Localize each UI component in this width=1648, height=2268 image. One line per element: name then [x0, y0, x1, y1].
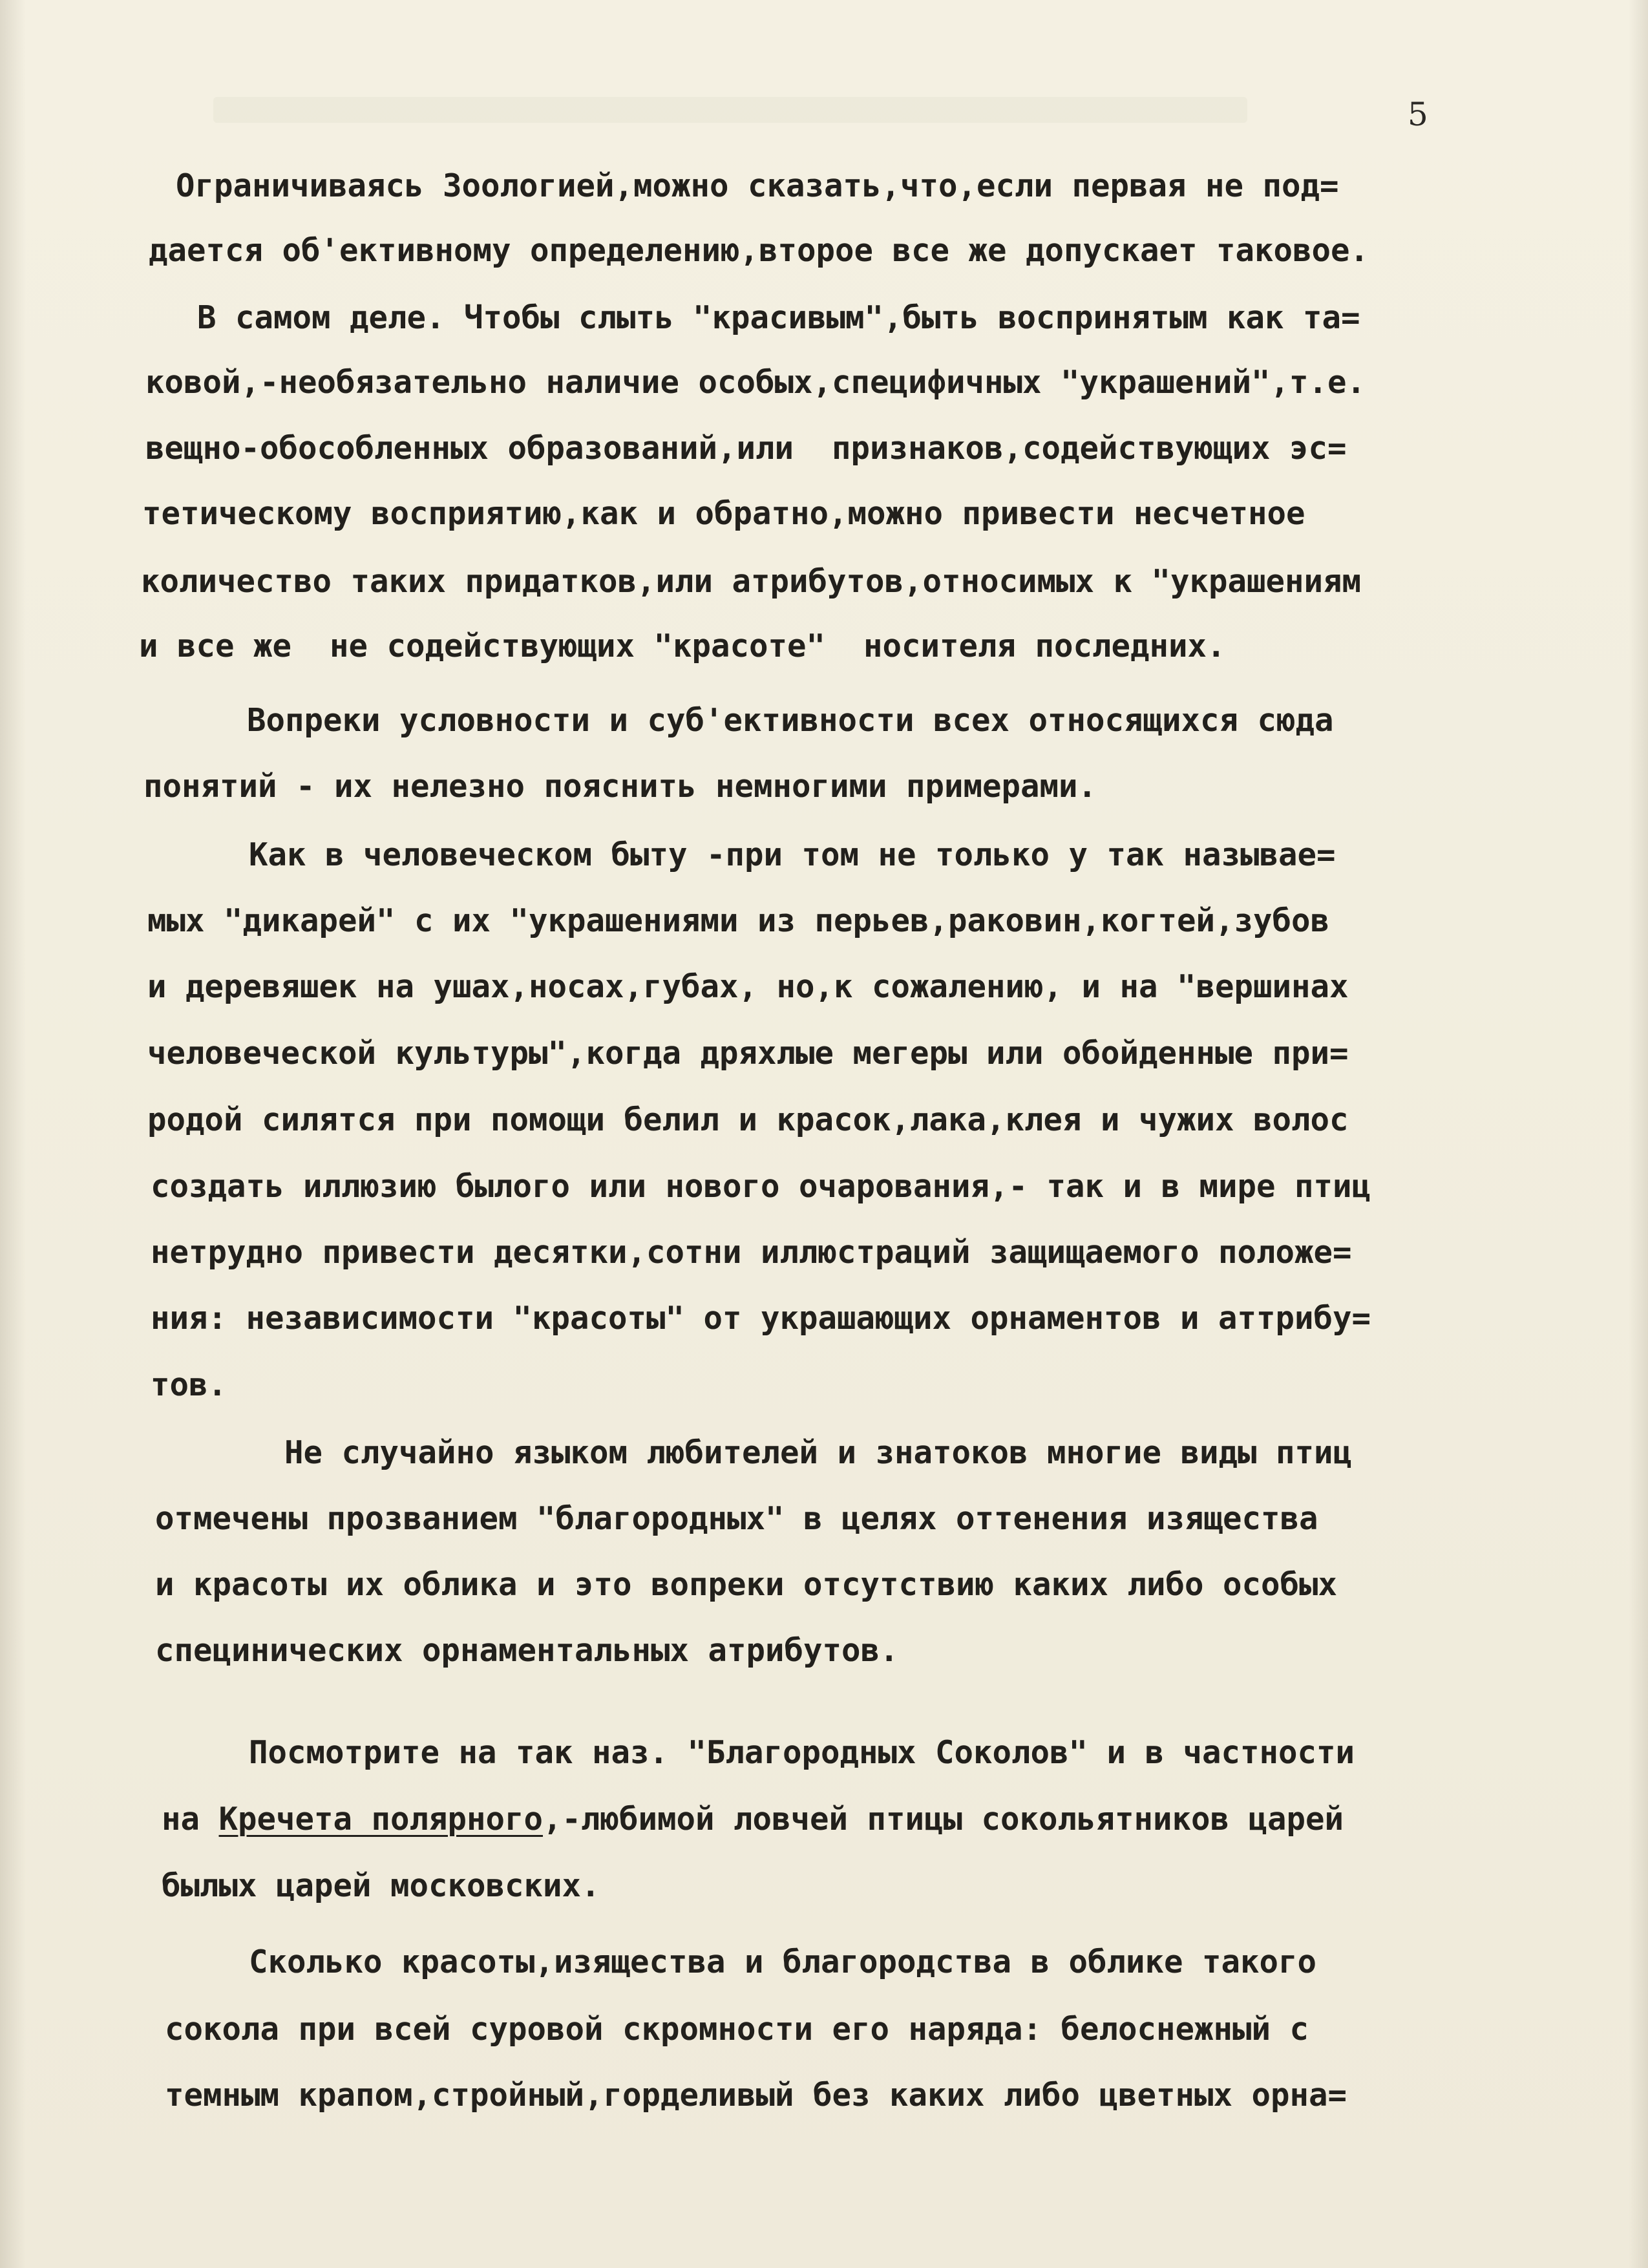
- text-line: Вопреки условности и суб'ективности всех относящихся сюда: [247, 702, 1334, 739]
- underlined-phrase: Кречета полярного: [218, 1801, 544, 1838]
- text-line: создать иллюзию былого или нового очарования,- так и в мире птиц: [151, 1168, 1371, 1205]
- text-line: Сколько красоты,изящества и благородства в облике такого: [249, 1944, 1317, 1980]
- text-line: ковой,-необязательно наличие особых,специфичных "украшений",т.е.: [145, 364, 1366, 401]
- text-line: сокола при всей суровой скромности его наряда: белоснежный с: [165, 2011, 1309, 2048]
- text-line: и деревяшек на ушах,носах,губах, но,к сожалению, и на "вершинах: [147, 968, 1349, 1005]
- text-line: Не случайно языком любителей и знатоков многие виды птиц: [284, 1434, 1353, 1471]
- text-line: нетрудно привести десятки,сотни иллюстраций защищаемого положе=: [151, 1234, 1352, 1271]
- text-line: вещно-обособленных образований,или признаков,содействующих эс=: [145, 430, 1347, 467]
- text-line: В самом деле. Чтобы слыть "красивым",быть воспринятым как та=: [197, 299, 1360, 336]
- text-line: тов.: [151, 1366, 227, 1403]
- page-number: 5: [1408, 96, 1428, 133]
- text-line: ния: независимости "красоты" от украшающих орнаментов и аттрибу=: [151, 1300, 1371, 1337]
- text-line: человеческой культуры",когда дряхлые мегеры или обойденные при=: [147, 1035, 1349, 1072]
- text-line: понятий - их нелезно пояснить немногими примерами.: [143, 768, 1097, 805]
- text-line: мых "дикарей" с их "украшениями из перьев,раковин,когтей,зубов: [147, 902, 1330, 939]
- text-segment: на: [162, 1801, 219, 1838]
- text-line: и красоты их облика и это вопреки отсутствию каких либо особых: [155, 1566, 1338, 1603]
- text-line: количество таких придатков,или атрибутов,относимых к "украшениям: [141, 563, 1362, 600]
- text-line: родой силятся при помощи белил и красок,лака,клея и чужих волос: [147, 1101, 1349, 1138]
- bleed-through-text: [213, 97, 1247, 123]
- page-edge-shadow-left: [0, 0, 26, 2268]
- text-line: отмечены прозванием "благородных" в целях оттенения изящества: [155, 1500, 1318, 1537]
- text-line: Ограничиваясь Зоологией,можно сказать,что,если первая не под=: [176, 167, 1339, 204]
- text-line: и все же не содействующих "красоте" носителя последних.: [139, 628, 1226, 664]
- text-line: Посмотрите на так наз. "Благородных Соколов" и в частности: [249, 1734, 1355, 1771]
- text-line: специнических орнаментальных атрибутов.: [155, 1632, 899, 1669]
- text-segment: ,-любимой ловчей птицы сокольятников царей: [543, 1801, 1344, 1838]
- text-line: дается об'ективному определению,второе все же допускает таковое.: [149, 232, 1369, 269]
- text-line: темным крапом,стройный,горделивый без каких либо цветных орна=: [165, 2077, 1347, 2114]
- text-line-with-underline: [162, 1800, 1344, 1839]
- text-line: тетическому восприятию,как и обратно,можно привести несчетное: [142, 495, 1305, 532]
- page-edge-shadow-right: [1629, 0, 1648, 2268]
- text-line: Как в человеческом быту -при том не только у так называе=: [249, 836, 1336, 873]
- text-line: былых царей московских.: [162, 1867, 600, 1904]
